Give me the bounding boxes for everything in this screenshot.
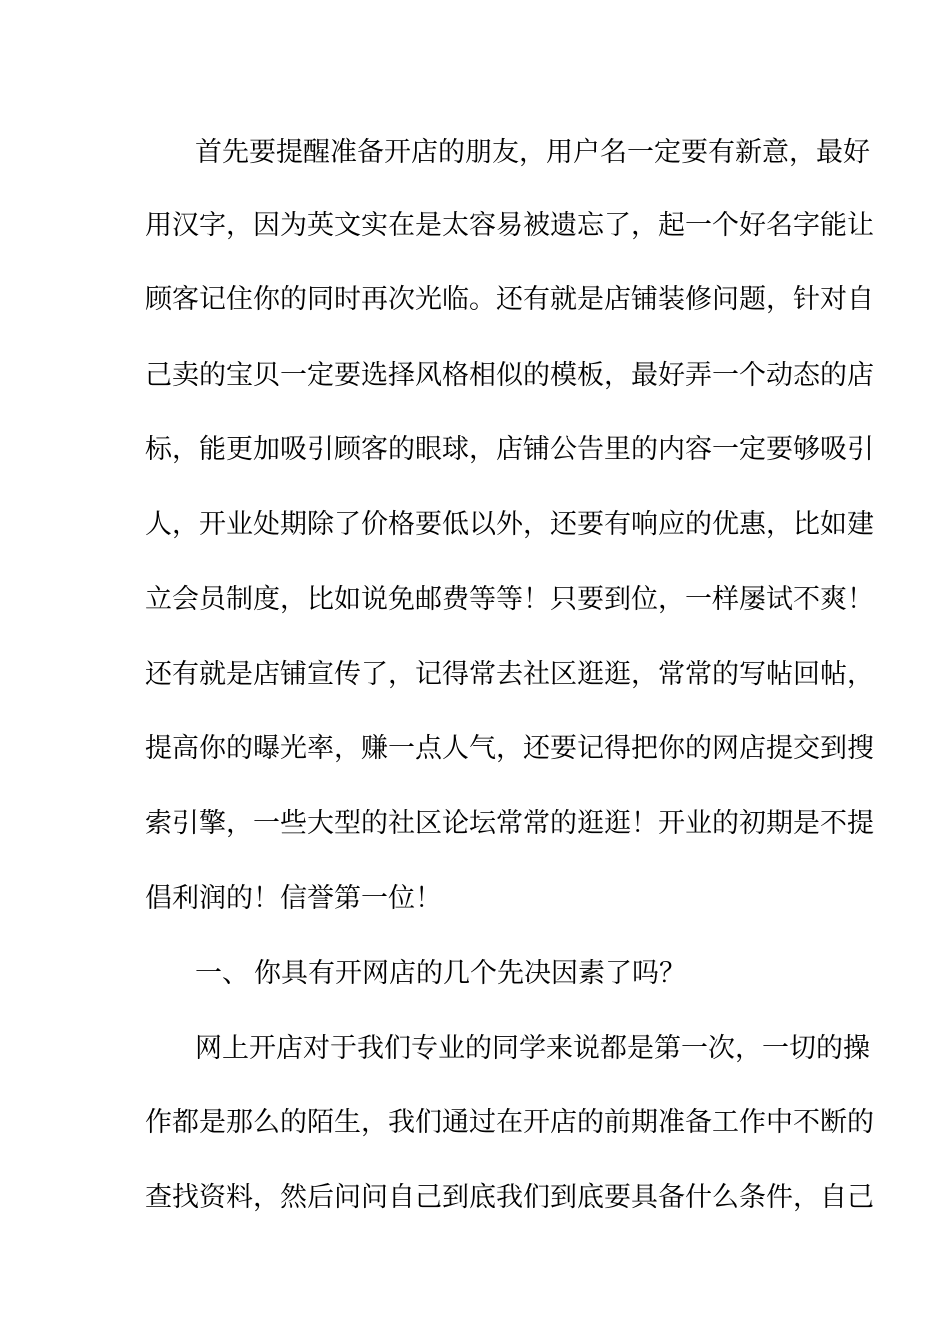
paragraph-1-line-8: 还有就是店铺宣传了，记得常去社区逛逛，常常的写帖回帖， — [145, 659, 874, 690]
paragraph-1-line-2: 用汉字，因为英文实在是太容易被遗忘了，起一个好名字能让 — [145, 210, 874, 241]
paragraph-1-line-7: 立会员制度，比如说免邮费等等！只要到位，一样屡试不爽！ — [145, 584, 874, 615]
paragraph-1-line-11: 倡利润的！信誉第一位！ — [145, 883, 442, 914]
paragraph-2-line-1: 网上开店对于我们专业的同学来说都是第一次，一切的操 — [195, 1033, 870, 1064]
paragraph-1-line-9: 提高你的曝光率，赚一点人气，还要记得把你的网店提交到搜 — [145, 733, 874, 764]
section-heading-number: 一、 — [195, 958, 249, 989]
paragraph-1-line-3: 顾客记住你的同时再次光临。还有就是店铺装修问题，针对自 — [145, 284, 874, 315]
paragraph-1-line-6: 人，开业处期除了价格要低以外，还要有响应的优惠，比如建 — [145, 509, 874, 540]
paragraph-2-line-2: 作都是那么的陌生，我们通过在开店的前期准备工作中不断的 — [145, 1107, 874, 1138]
paragraph-1-line-4: 己卖的宝贝一定要选择风格相似的模板，最好弄一个动态的店 — [145, 360, 874, 391]
paragraph-2-line-3: 查找资料，然后问问自己到底我们到底要具备什么条件，自己 — [145, 1182, 874, 1213]
paragraph-1-line-10: 索引擎，一些大型的社区论坛常常的逛逛！开业的初期是不提 — [145, 808, 874, 839]
section-heading-text: 你具有开网店的几个先决因素了吗？ — [254, 958, 686, 989]
paragraph-1-line-1: 首先要提醒准备开店的朋友，用户名一定要有新意，最好 — [195, 137, 870, 168]
paragraph-1-line-5: 标，能更加吸引顾客的眼球，店铺公告里的内容一定要够吸引 — [145, 434, 874, 465]
